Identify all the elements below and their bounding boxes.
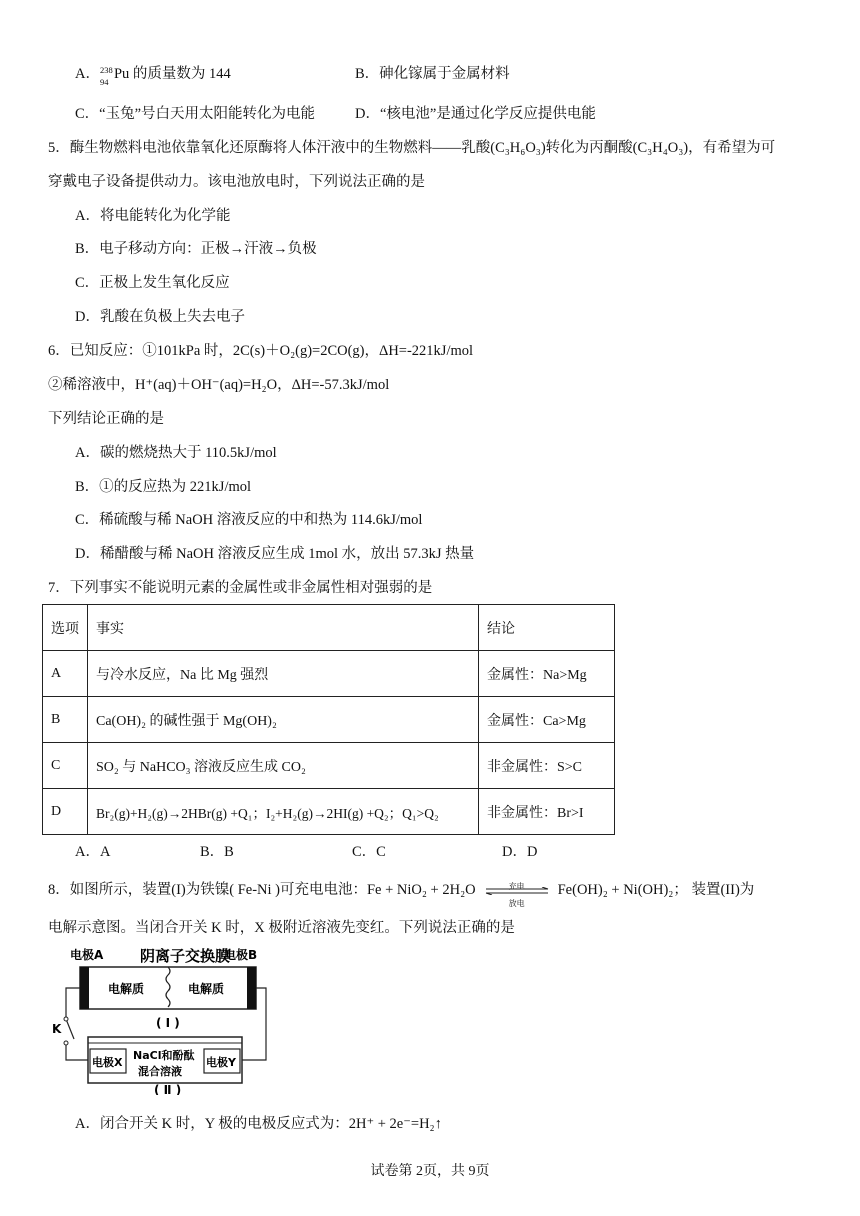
q7-option-a: A．A [75, 844, 111, 860]
q6-stem-line1: 6．已知反应：①101kPa 时，2C(s)＋O₂(g)=2CO(g)，ΔH=-221kJ/mol [48, 343, 474, 359]
table-row [43, 743, 615, 789]
solution-label-line1: NaCl和酚酞 [133, 1049, 195, 1062]
row-fact: Ca(OH)₂ 的碱性强于 Mg(OH)₂ [88, 697, 479, 743]
table-header-row [43, 605, 615, 651]
q5-option-c: C．正极上发生氧化反应 [75, 275, 230, 291]
q4-option-a: A． 238 94 Pu 的质量数为 144 [75, 65, 231, 87]
q8-stem-line2: 电解示意图。当闭合开关 K 时，X 极附近溶液先变红。下列说法正确的是 [48, 920, 515, 936]
row-fact: Br₂(g)+H₂(g)→2HBr(g) +Q₁；I₂+H₂(g)→2HI(g) +Q₂；Q₁>Q₂ [88, 789, 479, 835]
q6-stem-line2: ②稀溶液中，H⁺(aq)＋OH⁻(aq)=H₂O，ΔH=-57.3kJ/mol [48, 377, 390, 393]
electrode-y-label: 电极Y [206, 1056, 236, 1069]
device-i-box [80, 967, 256, 1009]
q8-option-a: A．闭合开关 K 时，Y 极的电极反应式为：2H⁺ + 2e⁻=H₂↑ [75, 1116, 442, 1132]
row-conclusion: 金属性：Na>Mg [479, 651, 615, 697]
q4-option-b: B．砷化镓属于金属材料 [355, 66, 510, 82]
q5-option-d: D．乳酸在负极上失去电子 [75, 309, 245, 325]
q5-stem-line2: 穿戴电子设备提供动力。该电池放电时，下列说法正确的是 [48, 174, 425, 190]
table-row [43, 697, 615, 743]
electrode-b-label: 电极B [224, 948, 258, 962]
electrolysis-diagram [48, 945, 288, 1095]
q6-option-d: D．稀醋酸与稀 NaOH 溶液反应生成 1mol 水，放出 57.3kJ 热量 [75, 546, 475, 562]
q6-option-a: A．碳的燃烧热大于 110.5kJ/mol [75, 445, 277, 461]
q6-stem-line3: 下列结论正确的是 [48, 411, 164, 427]
pu-isotope-notation: 238 94 [99, 65, 113, 87]
q5-stem-line1: 5．酶生物燃料电池依靠氧化还原酶将人体汗液中的生物燃料——乳酸(C₃H₆O₃)转化为丙酮酸(C₃H₄O₃)，有希望为可 [48, 140, 776, 156]
q6-option-b: B．①的反应热为 221kJ/mol [75, 479, 252, 495]
q7-table [42, 604, 615, 835]
table-row [43, 651, 615, 697]
electrode-a-label: 电极A [70, 948, 104, 962]
page-footer: 试卷第 2页，共 9页 [370, 1164, 490, 1179]
row-conclusion: 非金属性：Br>I [479, 789, 615, 835]
electrode-x-label: 电极X [92, 1056, 123, 1069]
row-fact: 与冷水反应，Na 比 Mg 强烈 [88, 651, 479, 697]
reversible-arrow: 充电 放电 [484, 880, 550, 900]
q5-option-a: A．将电能转化为化学能 [75, 208, 231, 224]
electrode-b [247, 967, 256, 1009]
q8-stem-line1: 8．如图所示，装置(I)为铁镍( Fe-Ni )可充电电池：Fe + NiO₂ + 2H₂O 充电 放电 Fe(OH)₂ + Ni(OH)₂； 装置(II)为 [48, 882, 755, 908]
solution-label-line2: 混合溶液 [138, 1065, 182, 1078]
q4-option-c: C．“玉兔”号白天用太阳能转化为电能 [75, 106, 316, 122]
header-fact: 事实 [88, 605, 479, 651]
table-row [43, 789, 615, 835]
header-conclusion: 结论 [479, 605, 615, 651]
q7-option-b: B．B [200, 844, 234, 860]
header-option: 选项 [43, 605, 88, 651]
row-fact: SO₂ 与 NaHCO₃ 溶液反应生成 CO₂ [88, 743, 479, 789]
switch-k [66, 1019, 74, 1039]
electrolyte-right: 电解质 [188, 982, 225, 996]
membrane-label: 阴离子交换膜 [140, 947, 231, 965]
q7-stem: 7．下列事实不能说明元素的金属性或非金属性相对强弱的是 [48, 580, 433, 596]
electrode-a [80, 967, 89, 1009]
row-option: A [43, 651, 88, 697]
q4-option-d: D．“核电池”是通过化学反应提供电能 [355, 106, 596, 122]
switch-k-label: K [52, 1022, 62, 1036]
q7-option-c: C．C [352, 844, 386, 860]
q5-option-b: B．电子移动方向：正极→汗液→负极 [75, 241, 317, 257]
row-conclusion: 金属性：Ca>Mg [479, 697, 615, 743]
row-option: D [43, 789, 88, 835]
row-conclusion: 非金属性：S>C [479, 743, 615, 789]
device-i-label: ( I ) [156, 1016, 180, 1030]
q6-option-c: C．稀硫酸与稀 NaOH 溶液反应的中和热为 114.6kJ/mol [75, 512, 423, 528]
q7-option-d: D．D [502, 844, 538, 860]
electrolyte-left: 电解质 [108, 982, 145, 996]
row-option: B [43, 697, 88, 743]
device-ii-label: ( Ⅱ ) [154, 1083, 182, 1095]
row-option: C [43, 743, 88, 789]
